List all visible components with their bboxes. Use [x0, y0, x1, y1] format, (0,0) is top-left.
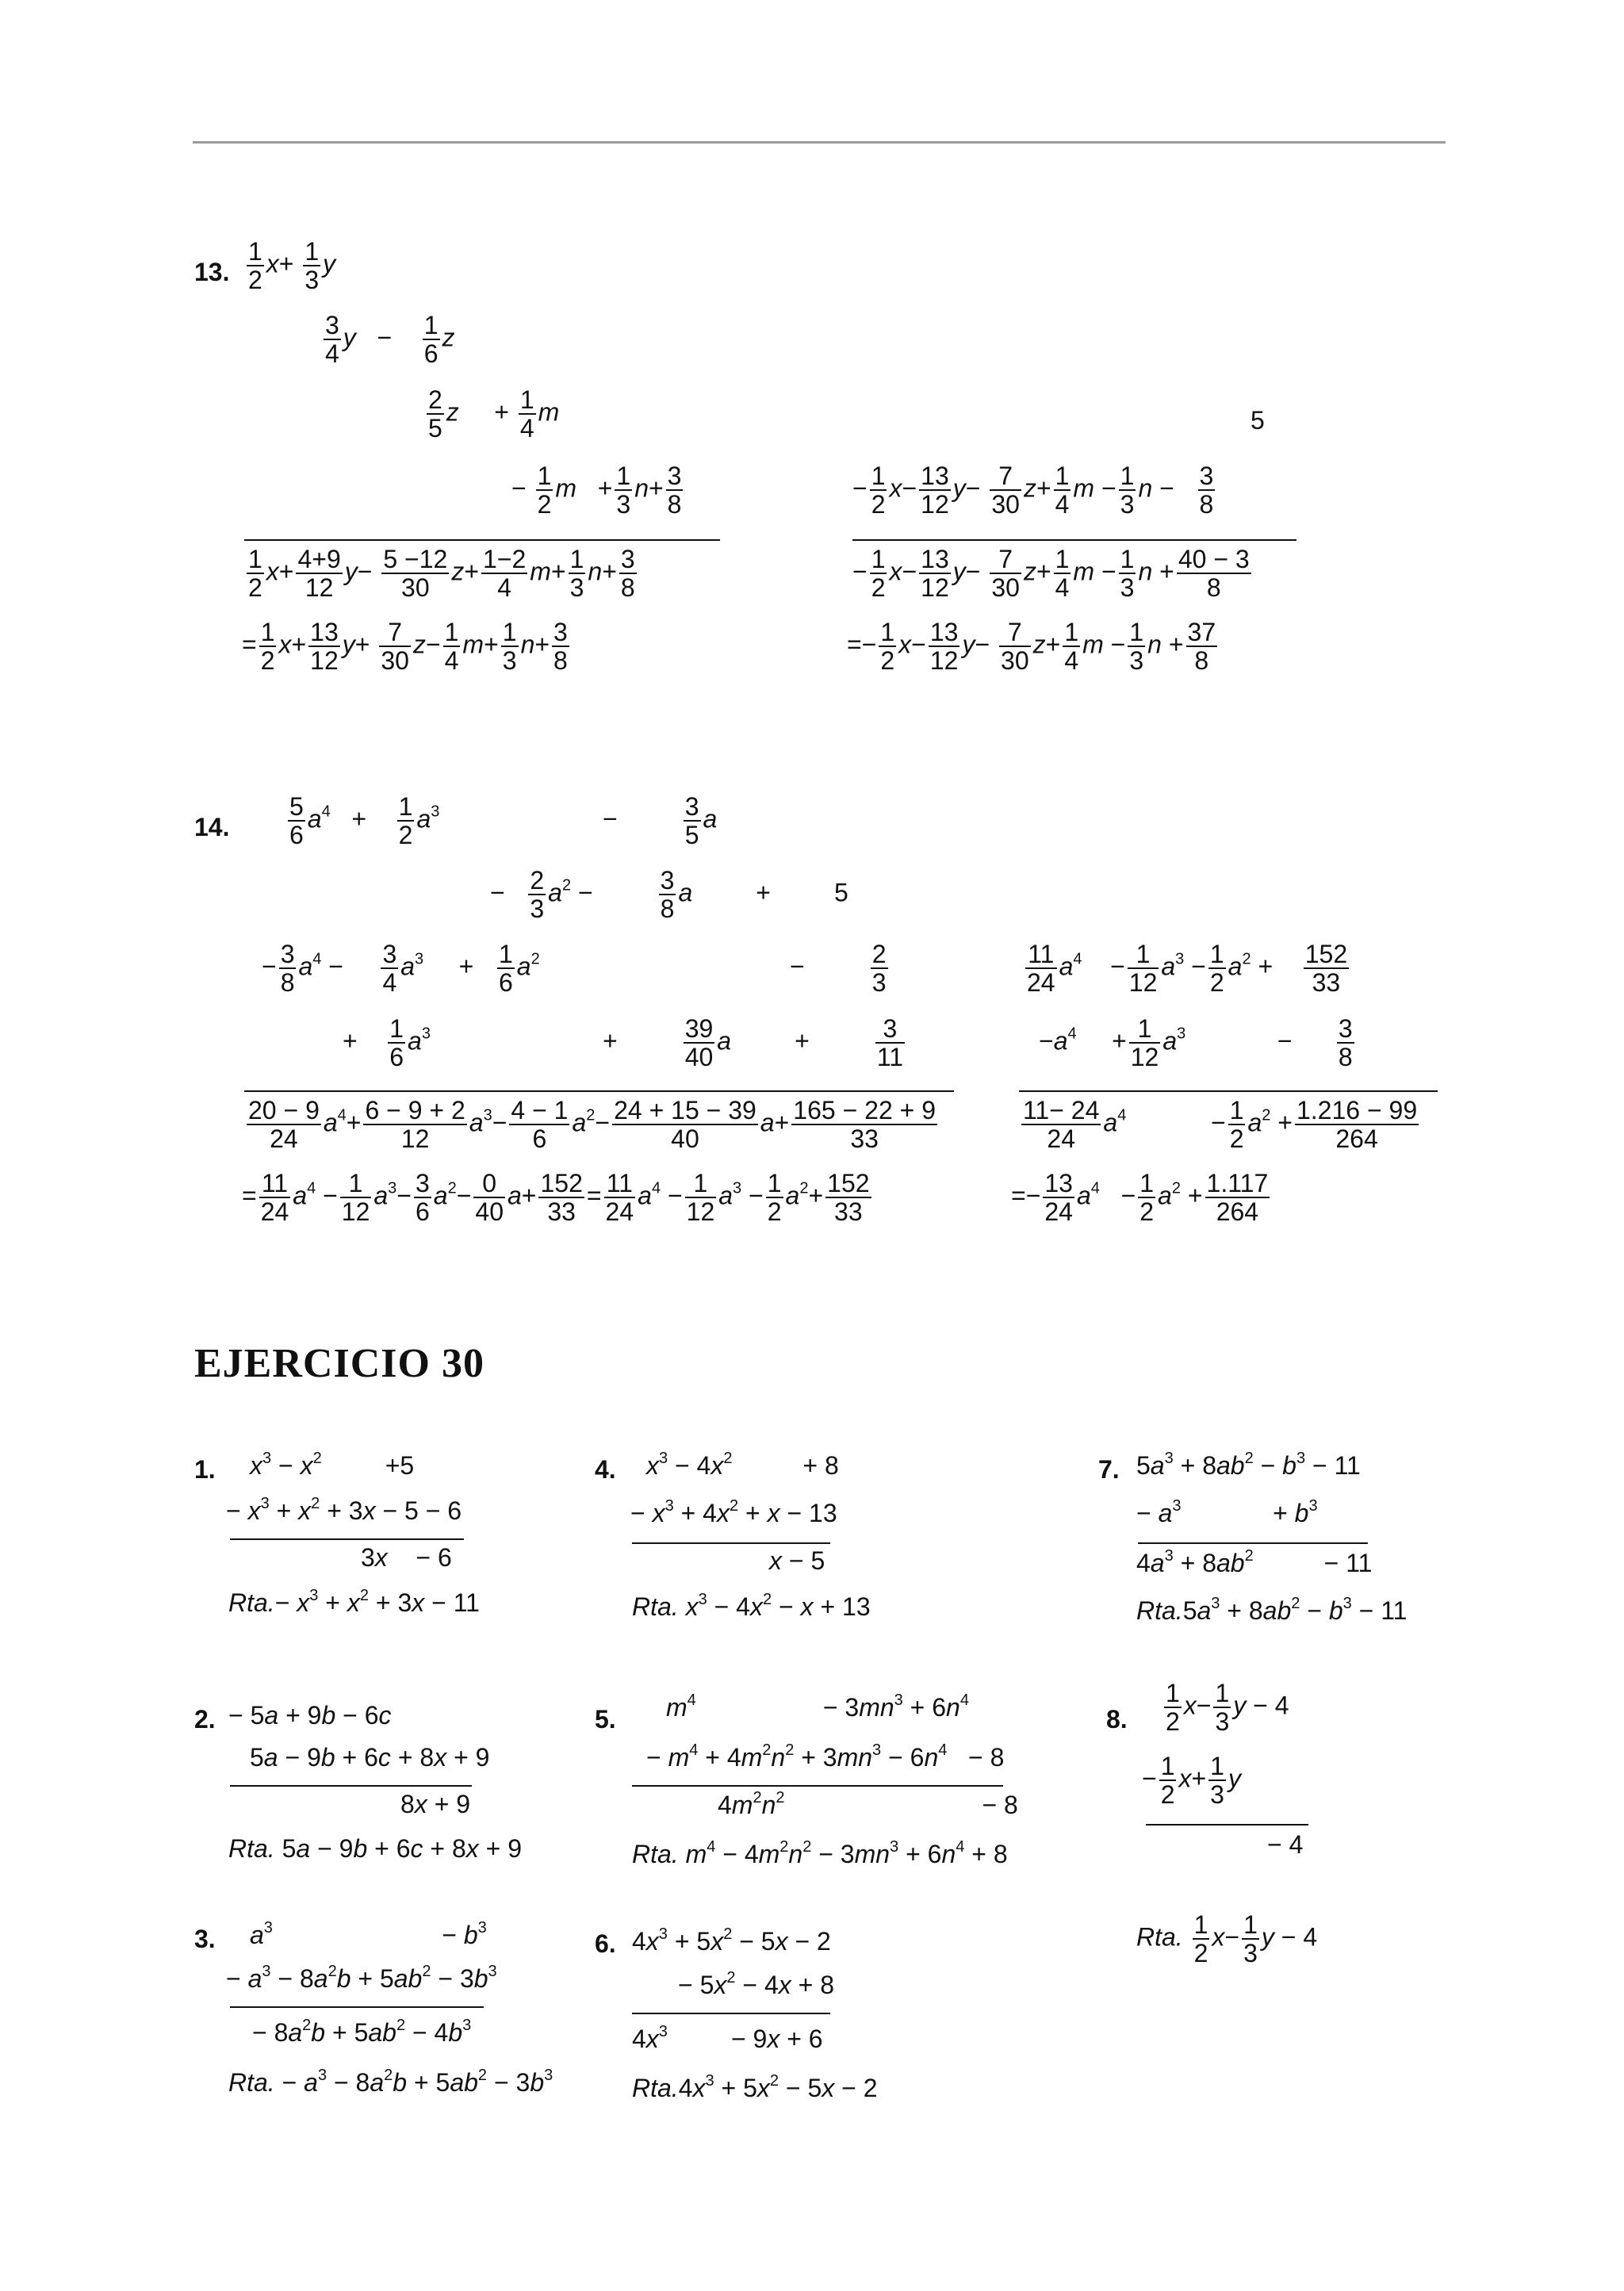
ex-8-number: 8. [1106, 1705, 1128, 1734]
p14-result-line: = $\frac{11}{24}$ $a^4$ − $\frac{1}{12}$ $a^3-$ $\frac{3}{6}$ $a^2-$ $\frac{0}{40}$ a+ $\frac{152}{33}$ = $\frac{11}{24}$ $a^4$ − $\frac{1}{12}$ $a^3$ − $\frac{1}{2}$ $a^2+$ $\frac{152}{33}$ [242, 1169, 870, 1226]
ex-1-line3: 3x − 6 [361, 1543, 452, 1572]
ex-3-rta: Rta. − $a^3 - 8a^2b + 5ab^2 - 3b^3$ [228, 2067, 553, 2097]
p14-row2: − $\frac{2}{3}$ $a^2$ − $\frac{3}{8}$ a + 5 [490, 866, 848, 923]
ex-2-rta: Rta. 5a − 9b + 6c + 8x + 9 [228, 1834, 523, 1863]
ex-3-line3: − $8a^2b + 5ab^2 - 4b^3$ [252, 2017, 472, 2047]
p14-right-sum: $\frac{11- 24}{24}$ $a^4$ − $\frac{1}{2}$ $a^2$ + $\frac{1.216 - 99}{264}$ [1023, 1096, 1418, 1153]
p13-right-sum-bar [852, 539, 1297, 541]
ex-8-bar [1146, 1824, 1308, 1826]
ex-3-line1: $a^3$ − $b^3$ [250, 1919, 487, 1949]
ex-7-number: 7. [1098, 1455, 1120, 1484]
p13-right-sum: − $\frac{1}{2}$ x− $\frac{13}{12}$ y− $\frac{7}{30}$ z+ $\frac{1}{4}$ m − $\frac{1}{3}$ n + $\frac{40 - 3}{8}$ [852, 545, 1250, 602]
ex-4-number: 4. [595, 1455, 616, 1484]
ex-1-number: 1. [194, 1455, 216, 1484]
problem-13-number: 13. [194, 258, 230, 286]
ex-4-rta: Rta. $x^3 - 4x^2 - x + 13$ [632, 1591, 871, 1621]
ex-6-rta: $Rta.4x^3 + 5x^2 - 5x - 2$ [632, 2072, 878, 2102]
p13-right-row: − $\frac{1}{2}$ x− $\frac{13}{12}$ y− $\frac{7}{30}$ z+ $\frac{1}{4}$ m − $\frac{1}{3}$ n − $\frac{3}{8}$ [852, 462, 1214, 519]
ex-5-line1: $m^4$ − $3mn^3 + 6n^4$ [666, 1691, 969, 1722]
p13-result-line: = $\frac{1}{2}$ x+ $\frac{13}{12}$ y+ $\frac{7}{30}$ z− $\frac{1}{4}$ m+ $\frac{1}{3}$ n+ $\frac{3}{8}$ [242, 618, 568, 675]
exercise-heading: EJERCICIO 30 [194, 1341, 485, 1386]
ex-8-rta: Rta. $\frac{1}{2}$ x− $\frac{1}{3}$ y − 4 [1136, 1910, 1318, 1967]
p13-row4: − $\frac{1}{2}$ m + $\frac{1}{3}$ n+ $\frac{3}{8}$ [511, 462, 682, 519]
p14-right-row2: $-a^4$ + $\frac{1}{12}$ $a^3$ − $\frac{3}{8}$ [1039, 1014, 1353, 1071]
p13-row2: $\frac{3}{4}$ y − $\frac{1}{6}$ z [325, 311, 455, 368]
ex-6-line2: − $5x^2 - 4x + 8$ [678, 1969, 835, 1999]
p14-right-result: =− $\frac{13}{24}$ $a^4$ − $\frac{1}{2}$ $a^2$ + $\frac{1.117}{264}$ [1011, 1169, 1269, 1226]
ex-7-line3: $4a^3 + 8ab^2$ − 11 [1136, 1547, 1373, 1577]
p13-sum-bar [244, 539, 720, 541]
p14-right-sum-bar [1019, 1090, 1438, 1092]
ex-5-number: 5. [595, 1705, 616, 1734]
ex-8-line2: − $\frac{1}{2}$ x+ $\frac{1}{3}$ y [1142, 1752, 1241, 1809]
p13-sum-line: $\frac{1}{2}$ x+ $\frac{4+9}{12}$ y− $\frac{5 -12}{30}$ z+ $\frac{1-2}{4}$ m+ $\frac{1}{3}$ n+ $\frac{3}{8}$ [248, 545, 635, 602]
ex-3-bar [230, 2006, 484, 2008]
ex-1-bar [230, 1538, 464, 1540]
ex-2-bar [230, 1785, 472, 1787]
p14-row4-b: + $\frac{39}{40}$ a + $\frac{3}{11}$ [603, 1014, 904, 1071]
ex-6-bar [632, 2013, 830, 2014]
p13-right-result: =− $\frac{1}{2}$ x− $\frac{13}{12}$ y− $\frac{7}{30}$ z+ $\frac{1}{4}$ m − $\frac{1}{3}$ n + $\frac{37}{8}$ [847, 618, 1216, 675]
ex-6-line1: $4x^3 + 5x^2 - 5x - 2$ [632, 1925, 831, 1956]
p14-row1: $\frac{5}{6}$ $a^4$ + $\frac{1}{2}$ $a^3$ [289, 792, 440, 849]
ex-1-line2: − $x^3 + x^2 + 3x - 5 - 6$ [226, 1495, 462, 1525]
p13-row1: $\frac{1}{2}$ x+ $\frac{1}{3}$ y [248, 237, 336, 294]
ex-8-line1: $\frac{1}{2}$ x− $\frac{1}{3}$ y − 4 [1166, 1679, 1289, 1736]
ex-5-line3: $4m^2n^2$ − 8 [718, 1789, 1018, 1819]
ex-3-line2: − $a^3 - 8a^2b + 5ab^2 - 3b^3$ [226, 1963, 497, 1993]
ex-5-line2: − $m^4 + 4m^2n^2 + 3mn^3 - 6n^4 - 8$ [646, 1741, 1005, 1772]
p14-right-row1: $\frac{11}{24}$ $a^4$ − $\frac{1}{12}$ $a^3$ − $\frac{1}{2}$ $a^2$ + $\frac{152}{33}$ [1027, 940, 1348, 997]
ex-2-line2: 5a − 9b + 6c + 8x + 9 [250, 1743, 490, 1772]
ex-4-line1: $x^3 - 4x^2$ + 8 [646, 1450, 839, 1480]
ex-2-line3: 8x + 9 [400, 1790, 471, 1818]
ex-4-line3: x − 5 [769, 1546, 825, 1575]
ex-3-number: 3. [194, 1925, 216, 1953]
p14-row3: − $\frac{3}{8}$ $a^4$ − $\frac{3}{4}$ $a^3$ + $\frac{1}{6}$ $a^2$ [262, 940, 540, 997]
p13-row3: $\frac{2}{5}$ z + $\frac{1}{4}$ m [428, 385, 560, 442]
ex-4-bar [632, 1542, 830, 1544]
problem-14-number: 14. [194, 813, 230, 841]
ex-7-line1: $5a^3 + 8ab^2 - b^3 - 11$ [1136, 1450, 1361, 1480]
ex-7-rta: $Rta.5a^3 + 8ab^2 - b^3 - 11$ [1136, 1595, 1408, 1625]
p14-sum-bar [244, 1090, 954, 1092]
p14-row1-b: − $\frac{3}{5}$ a [603, 792, 718, 849]
ex-5-bar [632, 1785, 1003, 1787]
ex-6-number: 6. [595, 1929, 616, 1958]
ex-1-line1: $x^3 - x^2$ +5 [250, 1450, 415, 1480]
ex-7-line2: − $a^3$ + $b^3$ [1136, 1497, 1318, 1527]
ex-5-rta: Rta. $m^4 - 4m^2n^2 - 3mn^3 + 6n^4 + 8$ [632, 1838, 1008, 1868]
ex-8-line3: − 4 [1267, 1830, 1304, 1859]
ex-2-line1: − 5a + 9b − 6c [228, 1701, 392, 1730]
ex-7-bar [1138, 1542, 1368, 1544]
ex-6-line3: $4x^3$ − 9x + 6 [632, 2023, 823, 2053]
ex-2-number: 2. [194, 1705, 216, 1734]
ex-1-rta: $Rta.- x^3 + x^2 + 3x - 11$ [228, 1587, 480, 1617]
ex-4-line2: − $x^3 + 4x^2 + x - 13$ [630, 1497, 837, 1527]
p14-row3-b: − $\frac{2}{3}$ [790, 940, 887, 997]
p14-row4: + $\frac{1}{6}$ $a^3$ [343, 1014, 431, 1071]
p13-right-top: 5 [1251, 406, 1265, 435]
p14-sum-line: $\frac{20 - 9}{24}$ $a^4+$ $\frac{6 - 9 + 2}{12}$ $a^3-$ $\frac{4 - 1}{6}$ $a^2-$ $\frac{24 + 15 - 39}{40}$ a+ $\frac{165 - 22 + 9}{33}$ [248, 1096, 936, 1153]
header-rule [193, 141, 1446, 144]
